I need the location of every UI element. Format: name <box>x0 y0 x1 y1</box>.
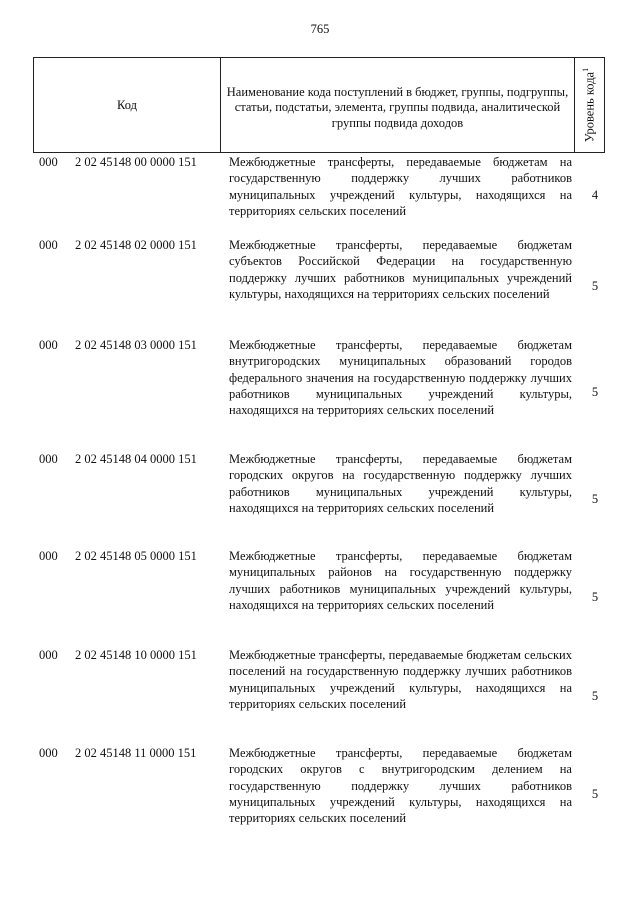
row-description: Межбюджетные трансферты, передаваемые бюджетам субъектов Российской Федерации на государственную поддержку лучших работников муниципальных учреждений культуры, находящихся на территориях сельских поселений <box>229 238 572 301</box>
row-level: 5 <box>591 590 599 604</box>
header-level <box>575 58 604 152</box>
row-description: Межбюджетные трансферты, передаваемые бюджетам внутригородских муниципальных образований городов федерального значения на государственную поддержку лучших работников муниципальных учреждений культуры, находящихся на территориях сельских поселений <box>229 338 572 418</box>
row-description: Межбюджетные трансферты, передаваемые бюджетам городских округов на государственную поддержку лучших работников муниципальных учреждений культуры, находящихся на территориях сельских поселений <box>229 452 572 515</box>
row-description: Межбюджетные трансферты, передаваемые бюджетам городских округов с внутригородским делением на государственную поддержку лучших работников муниципальных учреждений культуры, находящихся на территориях сельских поселений <box>229 746 572 826</box>
header-code: Код <box>117 97 137 112</box>
header-level-label: Уровень кода <box>582 71 597 143</box>
row-income-code: 2 02 45148 05 0000 151 <box>75 549 197 563</box>
header-level-rotated <box>581 68 597 142</box>
table-header <box>33 57 605 153</box>
row-admin-code: 000 <box>39 549 58 563</box>
row-level: 5 <box>591 279 599 293</box>
row-admin-code: 000 <box>39 452 58 466</box>
row-level: 5 <box>591 385 599 399</box>
row-income-code: 2 02 45148 04 0000 151 <box>75 452 197 466</box>
header-name: Наименование кода поступлений в бюджет, группы, подгруппы, статьи, подстатьи, элемента, группы подвида, аналитической группы подвида доходов <box>226 84 569 130</box>
row-income-code: 2 02 45148 00 0000 151 <box>75 155 197 169</box>
header-level-footnote: 1 <box>581 67 591 72</box>
page-number: 765 <box>310 22 330 36</box>
row-admin-code: 000 <box>39 338 58 352</box>
row-income-code: 2 02 45148 10 0000 151 <box>75 648 197 662</box>
row-income-code: 2 02 45148 11 0000 151 <box>75 746 197 760</box>
row-admin-code: 000 <box>39 238 58 252</box>
row-level: 5 <box>591 492 599 506</box>
row-income-code: 2 02 45148 02 0000 151 <box>75 238 197 252</box>
row-description: Межбюджетные трансферты, передаваемые бюджетам сельских поселений на государственную поддержку лучших работников муниципальных учреждений культуры, находящихся на территориях сельских поселений <box>229 648 572 711</box>
row-level: 4 <box>591 188 599 202</box>
row-admin-code: 000 <box>39 648 58 662</box>
row-description: Межбюджетные трансферты, передаваемые бюджетам муниципальных районов на государственную поддержку лучших работников муниципальных учреждений культуры, находящихся на территориях сельских поселений <box>229 549 572 612</box>
row-level: 5 <box>591 787 599 801</box>
row-description: Межбюджетные трансферты, передаваемые бюджетам на государственную поддержку лучших работников муниципальных учреждений культуры, находящихся на территориях сельских поселений <box>229 155 572 218</box>
row-admin-code: 000 <box>39 746 58 760</box>
row-level: 5 <box>591 689 599 703</box>
row-admin-code: 000 <box>39 155 58 169</box>
row-income-code: 2 02 45148 03 0000 151 <box>75 338 197 352</box>
